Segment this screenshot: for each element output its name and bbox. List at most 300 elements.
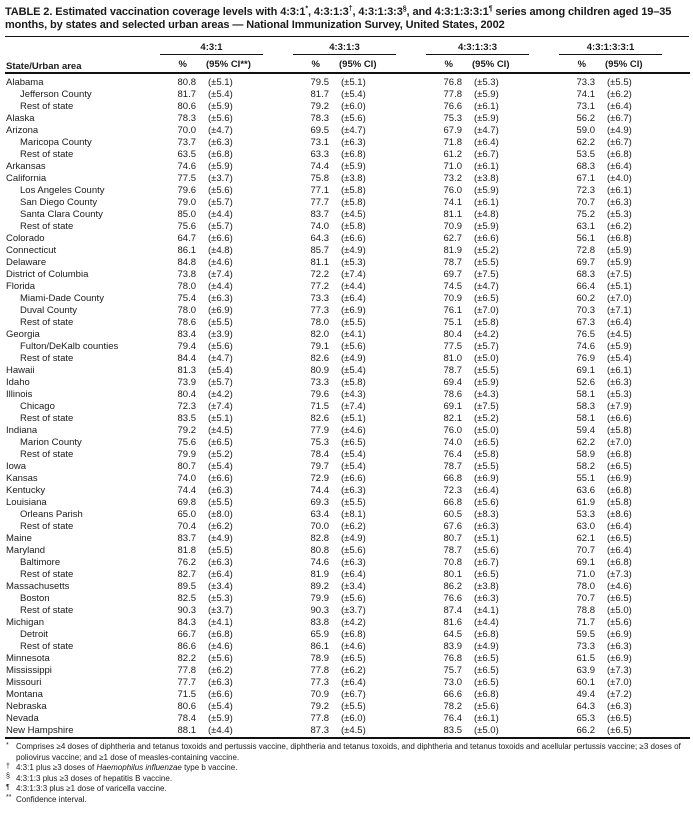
- confidence-interval: (±5.8): [341, 221, 366, 232]
- confidence-interval: (±6.5): [607, 461, 632, 472]
- coverage-percent: 70.3: [576, 305, 596, 316]
- confidence-interval: (±5.6): [474, 497, 499, 508]
- coverage-percent: 86.2: [443, 581, 462, 592]
- row-label-urban-area: Orleans Parish: [20, 509, 83, 520]
- coverage-percent: 73.1: [576, 101, 596, 112]
- confidence-interval: (±4.3): [474, 389, 499, 400]
- coverage-percent: 84.4: [177, 353, 196, 364]
- coverage-percent: 82.6: [310, 353, 329, 364]
- coverage-percent: 66.8: [443, 497, 462, 508]
- coverage-percent: 60.5: [443, 509, 462, 520]
- series-group-header-row: [5, 40, 690, 55]
- coverage-percent: 73.3: [576, 641, 596, 652]
- coverage-percent: 78.9: [310, 653, 329, 664]
- row-label-urban-area: Rest of state: [20, 641, 74, 652]
- row-label-urban-area: Rest of state: [20, 317, 74, 328]
- confidence-interval: (±6.4): [341, 569, 366, 580]
- confidence-interval: (±6.4): [607, 545, 632, 556]
- coverage-percent: 85.7: [310, 245, 329, 256]
- confidence-interval: (±3.8): [474, 581, 499, 592]
- coverage-percent: 69.4: [443, 377, 462, 388]
- coverage-percent: 90.3: [177, 605, 196, 616]
- row-label-state: California: [6, 173, 47, 184]
- confidence-interval: (±7.4): [208, 269, 233, 280]
- table-row: [5, 113, 690, 125]
- confidence-interval: (±6.8): [474, 689, 499, 700]
- table-row: [5, 101, 690, 113]
- coverage-percent: 58.3: [576, 401, 596, 412]
- coverage-percent: 63.0: [576, 521, 596, 532]
- table-row: [5, 125, 690, 137]
- coverage-percent: 59.0: [576, 125, 596, 136]
- table-row: [5, 341, 690, 353]
- confidence-interval: (±8.6): [607, 509, 632, 520]
- coverage-percent: 66.4: [576, 281, 596, 292]
- confidence-interval: (±6.6): [474, 233, 499, 244]
- coverage-percent: 65.9: [310, 629, 329, 640]
- series-group-label: 4:3:1: [160, 41, 263, 55]
- table-row: [5, 629, 690, 641]
- confidence-interval: (±6.7): [607, 113, 632, 124]
- confidence-interval: (±6.5): [474, 653, 499, 664]
- coverage-percent: 58.1: [576, 389, 596, 400]
- coverage-percent: 77.3: [310, 677, 329, 688]
- coverage-percent: 79.2: [310, 701, 329, 712]
- title-footnote-marker: *: [305, 5, 308, 13]
- confidence-interval: (±5.4): [208, 701, 233, 712]
- coverage-percent: 74.0: [443, 437, 462, 448]
- coverage-percent: 76.2: [177, 557, 196, 568]
- coverage-percent: 53.5: [576, 149, 596, 160]
- row-label-state: Indiana: [6, 425, 38, 436]
- row-label-urban-area: San Diego County: [20, 197, 98, 208]
- row-label-state: Arkansas: [6, 161, 46, 172]
- confidence-interval: (±5.8): [607, 425, 632, 436]
- coverage-percent: 79.7: [310, 461, 329, 472]
- confidence-interval: (±5.4): [208, 365, 233, 376]
- coverage-percent: 76.5: [576, 329, 596, 340]
- row-label-state: District of Columbia: [6, 269, 89, 280]
- row-label-urban-area: Rest of state: [20, 413, 74, 424]
- confidence-interval: (±5.5): [341, 497, 366, 508]
- confidence-interval: (±4.3): [341, 389, 366, 400]
- table-row: [5, 161, 690, 173]
- confidence-interval: (±5.2): [208, 449, 233, 460]
- table-row: [5, 173, 690, 185]
- confidence-interval: (±4.7): [208, 353, 233, 364]
- confidence-interval: (±4.4): [208, 725, 233, 736]
- row-label-state: Louisiana: [6, 497, 47, 508]
- confidence-interval: (±6.3): [208, 557, 233, 568]
- confidence-interval: (±6.6): [607, 413, 632, 424]
- row-label-urban-area: Marion County: [20, 437, 82, 448]
- coverage-percent: 82.6: [310, 413, 329, 424]
- confidence-interval: (±5.7): [208, 197, 233, 208]
- confidence-interval: (±6.4): [208, 569, 233, 580]
- coverage-percent: 82.2: [177, 653, 196, 664]
- confidence-interval: (±6.9): [607, 629, 632, 640]
- coverage-percent: 61.9: [576, 497, 596, 508]
- confidence-interval: (±5.5): [341, 701, 366, 712]
- coverage-percent: 79.9: [310, 593, 329, 604]
- coverage-percent: 87.4: [443, 605, 462, 616]
- coverage-percent: 65.0: [177, 509, 196, 520]
- row-label-urban-area: Chicago: [20, 401, 55, 412]
- table-row: [5, 305, 690, 317]
- confidence-interval: (±4.5): [607, 329, 632, 340]
- confidence-interval: (±6.8): [208, 629, 233, 640]
- series-group-label: 4:3:1:3:3:1: [559, 41, 662, 55]
- title-text: series among children aged 19–35 months, by states and selected urban areas — National Immunization Survey, United States, 2002: [5, 6, 672, 31]
- coverage-percent: 77.5: [443, 341, 462, 352]
- confidence-interval: (±5.8): [341, 185, 366, 196]
- confidence-interval: (±7.4): [341, 401, 366, 412]
- confidence-interval: (±6.8): [341, 149, 366, 160]
- coverage-percent: 78.0: [310, 317, 329, 328]
- coverage-percent: 89.5: [177, 581, 196, 592]
- coverage-percent: 60.2: [576, 293, 596, 304]
- coverage-percent: 78.2: [443, 701, 462, 712]
- confidence-interval: (±6.3): [208, 485, 233, 496]
- coverage-percent: 77.3: [310, 305, 329, 316]
- coverage-percent: 73.8: [177, 269, 196, 280]
- coverage-percent: 70.9: [443, 221, 462, 232]
- row-label-state: Maryland: [6, 545, 46, 556]
- coverage-percent: 68.3: [576, 269, 596, 280]
- coverage-percent: 77.8: [443, 89, 462, 100]
- confidence-interval: (±6.3): [208, 677, 233, 688]
- coverage-percent: 79.2: [310, 101, 329, 112]
- confidence-interval: (±6.5): [607, 713, 632, 724]
- confidence-interval: (±5.9): [607, 257, 632, 268]
- coverage-percent: 81.7: [310, 89, 329, 100]
- row-label-urban-area: Rest of state: [20, 605, 74, 616]
- confidence-interval: (±6.1): [474, 197, 499, 208]
- coverage-percent: 64.7: [177, 233, 196, 244]
- confidence-interval: (±6.6): [208, 473, 233, 484]
- coverage-percent: 78.6: [177, 317, 196, 328]
- table-row: [5, 185, 690, 197]
- confidence-interval: (±6.7): [607, 137, 632, 148]
- confidence-interval: (±5.0): [474, 353, 499, 364]
- confidence-interval: (±4.6): [341, 641, 366, 652]
- coverage-percent: 79.2: [177, 425, 196, 436]
- confidence-interval: (±6.8): [607, 449, 632, 460]
- coverage-percent: 72.3: [443, 485, 462, 496]
- title-footnote-marker: §: [402, 5, 407, 13]
- coverage-percent: 58.1: [576, 413, 596, 424]
- footnotes: [5, 742, 689, 805]
- confidence-interval: (±4.2): [341, 617, 366, 628]
- row-label-state: Colorado: [6, 233, 45, 244]
- confidence-interval: (±6.8): [208, 149, 233, 160]
- confidence-interval: (±6.5): [474, 437, 499, 448]
- confidence-interval: (±5.8): [474, 317, 499, 328]
- series-group-4313: [291, 40, 424, 55]
- coverage-percent: 62.1: [576, 533, 596, 544]
- confidence-interval: (±6.2): [341, 665, 366, 676]
- footnote: [5, 795, 689, 806]
- table-row: [5, 509, 690, 521]
- confidence-interval: (±6.8): [607, 557, 632, 568]
- table-row: [5, 401, 690, 413]
- confidence-interval: (±5.7): [208, 221, 233, 232]
- confidence-interval: (±5.4): [341, 365, 366, 376]
- coverage-percent: 67.1: [576, 173, 596, 184]
- percent-column-header: %: [424, 55, 462, 73]
- confidence-interval: (±7.2): [607, 689, 632, 700]
- coverage-percent: 74.5: [443, 281, 462, 292]
- confidence-interval: (±7.5): [607, 269, 632, 280]
- coverage-percent: 74.0: [310, 221, 329, 232]
- coverage-percent: 77.5: [177, 173, 196, 184]
- coverage-percent: 76.0: [443, 185, 462, 196]
- coverage-percent: 83.8: [310, 617, 329, 628]
- confidence-interval: (±6.5): [607, 725, 632, 736]
- row-label-urban-area: Jefferson County: [20, 89, 92, 100]
- row-label-urban-area: Baltimore: [20, 557, 61, 568]
- table-row: [5, 593, 690, 605]
- confidence-interval: (±5.9): [607, 245, 632, 256]
- confidence-interval: (±3.4): [208, 581, 233, 592]
- table-row: [5, 257, 690, 269]
- confidence-interval: (±5.5): [208, 317, 233, 328]
- confidence-interval: (±4.4): [474, 617, 499, 628]
- coverage-percent: 71.5: [177, 689, 196, 700]
- table-row: [5, 209, 690, 221]
- coverage-percent: 61.5: [576, 653, 596, 664]
- row-label-state: New Hampshire: [6, 725, 74, 736]
- confidence-interval: (±4.7): [208, 125, 233, 136]
- confidence-interval: (±7.5): [474, 269, 499, 280]
- coverage-percent: 67.6: [443, 521, 462, 532]
- confidence-interval: (±6.5): [474, 677, 499, 688]
- coverage-percent: 66.8: [443, 473, 462, 484]
- confidence-interval: (±5.6): [341, 593, 366, 604]
- series-group-label: 4:3:1:3:3: [426, 41, 529, 55]
- coverage-percent: 59.5: [576, 629, 596, 640]
- confidence-interval: (±5.4): [208, 461, 233, 472]
- confidence-interval: (±3.8): [341, 173, 366, 184]
- confidence-interval: (±4.2): [474, 329, 499, 340]
- confidence-interval: (±6.4): [474, 485, 499, 496]
- confidence-interval: (±5.0): [607, 605, 632, 616]
- coverage-percent: 76.4: [443, 449, 462, 460]
- confidence-interval: (±6.2): [607, 221, 632, 232]
- confidence-interval: (±4.5): [341, 209, 366, 220]
- coverage-percent: 80.7: [177, 461, 196, 472]
- confidence-interval: (±5.1): [474, 533, 499, 544]
- row-label-urban-area: Rest of state: [20, 221, 74, 232]
- coverage-percent: 72.2: [310, 269, 329, 280]
- confidence-interval: (±5.8): [607, 497, 632, 508]
- row-label-state: Mississippi: [6, 665, 52, 676]
- coverage-percent: 81.1: [310, 257, 329, 268]
- coverage-percent: 84.3: [177, 617, 196, 628]
- coverage-percent: 74.6: [576, 341, 596, 352]
- table-row: [5, 569, 690, 581]
- confidence-interval: (±5.2): [474, 413, 499, 424]
- coverage-percent: 73.0: [443, 677, 462, 688]
- coverage-percent: 74.1: [443, 197, 462, 208]
- confidence-interval: (±4.6): [341, 425, 366, 436]
- coverage-percent: 72.9: [310, 473, 329, 484]
- coverage-percent: 69.3: [310, 497, 329, 508]
- coverage-percent: 69.1: [576, 557, 596, 568]
- coverage-percent: 89.2: [310, 581, 329, 592]
- confidence-interval: (±6.4): [607, 521, 632, 532]
- confidence-interval: (±6.3): [208, 293, 233, 304]
- coverage-percent: 70.0: [177, 125, 196, 136]
- row-label-urban-area: Rest of state: [20, 353, 74, 364]
- table-row: [5, 581, 690, 593]
- confidence-interval: (±5.6): [208, 185, 233, 196]
- confidence-interval: (±6.6): [208, 233, 233, 244]
- table-row: [5, 617, 690, 629]
- title-text: TABLE 2. Estimated vaccination coverage levels with 4:3:1: [5, 6, 306, 18]
- confidence-interval: (±6.3): [341, 557, 366, 568]
- coverage-percent: 73.3: [310, 293, 329, 304]
- coverage-percent: 86.1: [310, 641, 329, 652]
- coverage-percent: 85.0: [177, 209, 196, 220]
- confidence-interval: (±6.1): [474, 161, 499, 172]
- series-group-label: 4:3:1:3: [293, 41, 396, 55]
- row-label-state: Idaho: [6, 377, 30, 388]
- confidence-interval: (±5.1): [208, 413, 233, 424]
- coverage-percent: 75.2: [576, 209, 596, 220]
- coverage-percent: 75.1: [443, 317, 462, 328]
- confidence-interval: (±7.0): [607, 677, 632, 688]
- confidence-interval: (±5.1): [208, 77, 233, 88]
- coverage-percent: 52.6: [576, 377, 596, 388]
- coverage-percent: 81.6: [443, 617, 462, 628]
- confidence-interval: (±4.4): [341, 281, 366, 292]
- table-row: [5, 665, 690, 677]
- coverage-percent: 78.7: [443, 365, 462, 376]
- confidence-interval: (±5.5): [474, 257, 499, 268]
- coverage-percent: 63.9: [576, 665, 596, 676]
- coverage-percent: 75.6: [177, 221, 196, 232]
- confidence-interval: (±6.8): [607, 233, 632, 244]
- confidence-interval: (±5.8): [341, 197, 366, 208]
- coverage-percent: 81.9: [310, 569, 329, 580]
- coverage-percent: 79.0: [177, 197, 196, 208]
- coverage-percent: 76.4: [443, 713, 462, 724]
- confidence-interval: (±5.2): [474, 245, 499, 256]
- table-row: [5, 377, 690, 389]
- footnote-text: 4:3:1:3 plus ≥3 doses of hepatitis B vaccine.: [16, 773, 173, 783]
- confidence-interval: (±6.9): [607, 653, 632, 664]
- coverage-percent: 81.0: [443, 353, 462, 364]
- row-label-urban-area: Rest of state: [20, 101, 74, 112]
- title-text: , 4:3:1:3:3: [352, 6, 403, 18]
- row-label-urban-area: Rest of state: [20, 569, 74, 580]
- coverage-percent: 76.8: [443, 653, 462, 664]
- footnote-text: Confidence interval.: [16, 794, 87, 804]
- table-row: [5, 281, 690, 293]
- percent-column-header: %: [291, 55, 329, 73]
- coverage-percent: 78.7: [443, 461, 462, 472]
- confidence-interval: (±8.1): [341, 509, 366, 520]
- table-row: [5, 701, 690, 713]
- coverage-percent: 78.8: [576, 605, 596, 616]
- confidence-interval: (±6.9): [607, 473, 632, 484]
- coverage-percent: 77.8: [310, 713, 329, 724]
- confidence-interval: (±6.3): [607, 197, 632, 208]
- percent-column-header: %: [557, 55, 595, 73]
- coverage-percent: 74.4: [177, 485, 196, 496]
- confidence-interval: (±6.5): [208, 437, 233, 448]
- confidence-interval: (±5.6): [208, 341, 233, 352]
- coverage-percent: 60.1: [576, 677, 596, 688]
- coverage-percent: 78.0: [177, 305, 196, 316]
- coverage-percent: 67.9: [443, 125, 462, 136]
- confidence-interval: (±7.3): [607, 665, 632, 676]
- footnote-marker: †: [6, 762, 10, 770]
- coverage-percent: 83.5: [443, 725, 462, 736]
- confidence-interval: (±6.3): [607, 641, 632, 652]
- row-label-state: Iowa: [6, 461, 27, 472]
- coverage-percent: 79.5: [310, 77, 329, 88]
- row-label-state: Hawaii: [6, 365, 35, 376]
- footnote: [5, 763, 689, 774]
- coverage-percent: 79.9: [177, 449, 196, 460]
- confidence-interval: (±4.1): [474, 605, 499, 616]
- confidence-interval: (±5.9): [607, 341, 632, 352]
- coverage-percent: 77.9: [310, 425, 329, 436]
- confidence-interval: (±4.2): [208, 389, 233, 400]
- confidence-interval: (±6.3): [208, 137, 233, 148]
- confidence-interval: (±8.3): [474, 509, 499, 520]
- confidence-interval: (±6.4): [607, 101, 632, 112]
- confidence-interval: (±6.7): [474, 149, 499, 160]
- confidence-interval: (±4.6): [607, 581, 632, 592]
- footnote: [5, 784, 689, 795]
- table-row: [5, 605, 690, 617]
- coverage-percent: 75.6: [177, 437, 196, 448]
- confidence-interval: (±5.0): [474, 425, 499, 436]
- confidence-interval: (±5.6): [341, 545, 366, 556]
- confidence-interval: (±5.6): [474, 545, 499, 556]
- coverage-percent: 56.2: [576, 113, 596, 124]
- coverage-percent: 69.8: [177, 497, 196, 508]
- coverage-percent: 81.8: [177, 545, 196, 556]
- footnote-text: 4:3:1:3:3 plus ≥1 dose of varicella vaccine.: [16, 784, 167, 793]
- confidence-interval: (±4.7): [474, 125, 499, 136]
- row-label-state: Montana: [6, 689, 43, 700]
- coverage-percent: 71.7: [576, 617, 596, 628]
- coverage-percent: 83.5: [177, 413, 196, 424]
- coverage-percent: 78.7: [443, 545, 462, 556]
- coverage-percent: 75.7: [443, 665, 462, 676]
- row-label-urban-area: Rest of state: [20, 149, 74, 160]
- table-row: [5, 413, 690, 425]
- coverage-percent: 61.2: [443, 149, 462, 160]
- coverage-percent: 82.0: [310, 329, 329, 340]
- row-label-urban-area: Duval County: [20, 305, 78, 316]
- confidence-interval: (±6.9): [208, 305, 233, 316]
- coverage-percent: 86.6: [177, 641, 196, 652]
- confidence-interval: (±6.1): [474, 101, 499, 112]
- state-column-header: State/Urban area: [5, 40, 158, 73]
- confidence-interval: (±5.4): [341, 461, 366, 472]
- table-row: [5, 557, 690, 569]
- confidence-interval: (±4.6): [208, 641, 233, 652]
- row-label-state: Kansas: [6, 473, 38, 484]
- coverage-percent: 73.2: [443, 173, 462, 184]
- coverage-percent: 58.9: [576, 449, 596, 460]
- row-label-state: Michigan: [6, 617, 45, 628]
